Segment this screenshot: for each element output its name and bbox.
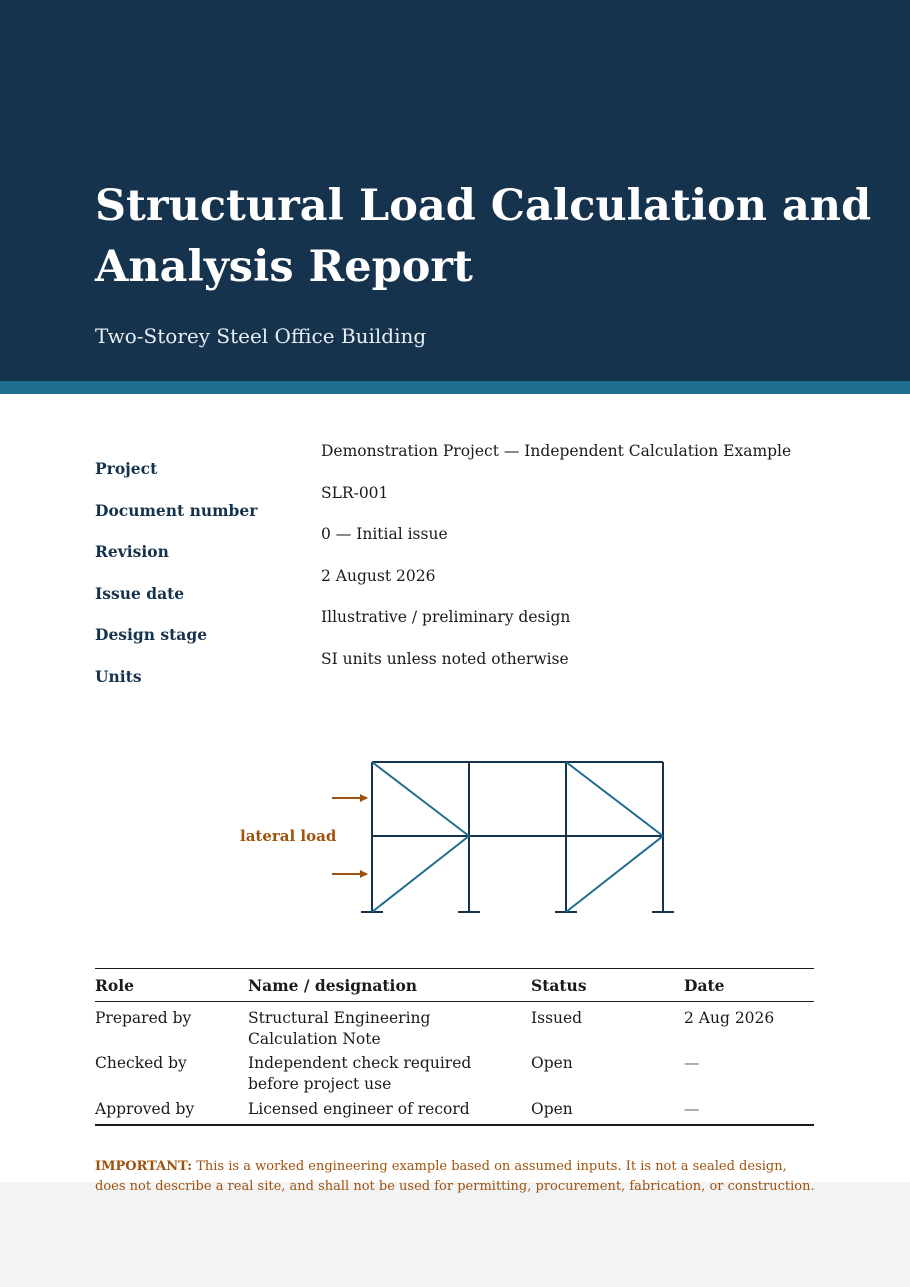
cell-status: Open — [531, 1054, 573, 1072]
disclaimer-notice — [95, 1157, 817, 1197]
cell-date: — — [684, 1054, 700, 1072]
column-header-date: Date — [684, 976, 725, 995]
column-header-role: Role — [95, 976, 134, 995]
cell-status: Issued — [531, 1009, 583, 1027]
meta-value-revision: 0 — Initial issue — [321, 525, 448, 543]
report-title: Structural Load Calculation and Analysis Report — [95, 181, 872, 292]
brace — [566, 836, 663, 912]
cell-role: Checked by — [95, 1054, 187, 1072]
lateral-load-label: lateral load — [240, 827, 337, 845]
meta-value-design-stage: Illustrative / preliminary design — [321, 608, 571, 626]
column-header-status: Status — [531, 976, 587, 995]
brace — [372, 762, 469, 836]
meta-label-units: Units — [95, 667, 142, 686]
meta-label-revision: Revision — [95, 542, 169, 561]
cell-name: Independent check required before project use — [248, 1054, 472, 1093]
page-footer-band — [0, 1182, 910, 1287]
notice-label: IMPORTANT: — [95, 1159, 193, 1174]
cell-date: 2 Aug 2026 — [684, 1009, 775, 1027]
meta-value-issue-date: 2 August 2026 — [321, 567, 436, 585]
meta-label-project: Project — [95, 459, 158, 478]
cell-role: Approved by — [95, 1100, 195, 1118]
braced-frame-diagram — [230, 750, 690, 930]
table-header-rule — [95, 1001, 814, 1002]
report-subtitle: Two-Storey Steel Office Building — [95, 324, 427, 348]
title-banner — [0, 0, 910, 381]
frame-members — [361, 762, 674, 912]
table-bottom-rule — [95, 1124, 814, 1126]
meta-label-issue-date: Issue date — [95, 584, 185, 603]
cell-name: Licensed engineer of record — [248, 1100, 470, 1118]
table-top-rule — [95, 968, 814, 969]
meta-value-document-number: SLR-001 — [321, 484, 389, 502]
cell-status: Open — [531, 1100, 573, 1118]
banner-accent-rule — [0, 381, 910, 394]
column-header-name: Name / designation — [248, 976, 418, 995]
brace — [372, 836, 469, 912]
cell-name: Structural Engineering Calculation Note — [248, 1009, 431, 1048]
cell-date: — — [684, 1100, 700, 1118]
brace — [566, 762, 663, 836]
lateral-load-arrows — [332, 798, 367, 874]
meta-value-project: Demonstration Project — Independent Calculation Example — [321, 442, 792, 460]
notice-text: This is a worked engineering example based on assumed inputs. It is not a sealed design, does not describe a real site, and shall not be used for permitting, procurement, fabrication, or construction. — [95, 1159, 815, 1194]
cell-role: Prepared by — [95, 1009, 192, 1027]
meta-value-units: SI units unless noted otherwise — [321, 650, 569, 668]
meta-label-design-stage: Design stage — [95, 625, 208, 644]
meta-label-document-number: Document number — [95, 501, 258, 520]
